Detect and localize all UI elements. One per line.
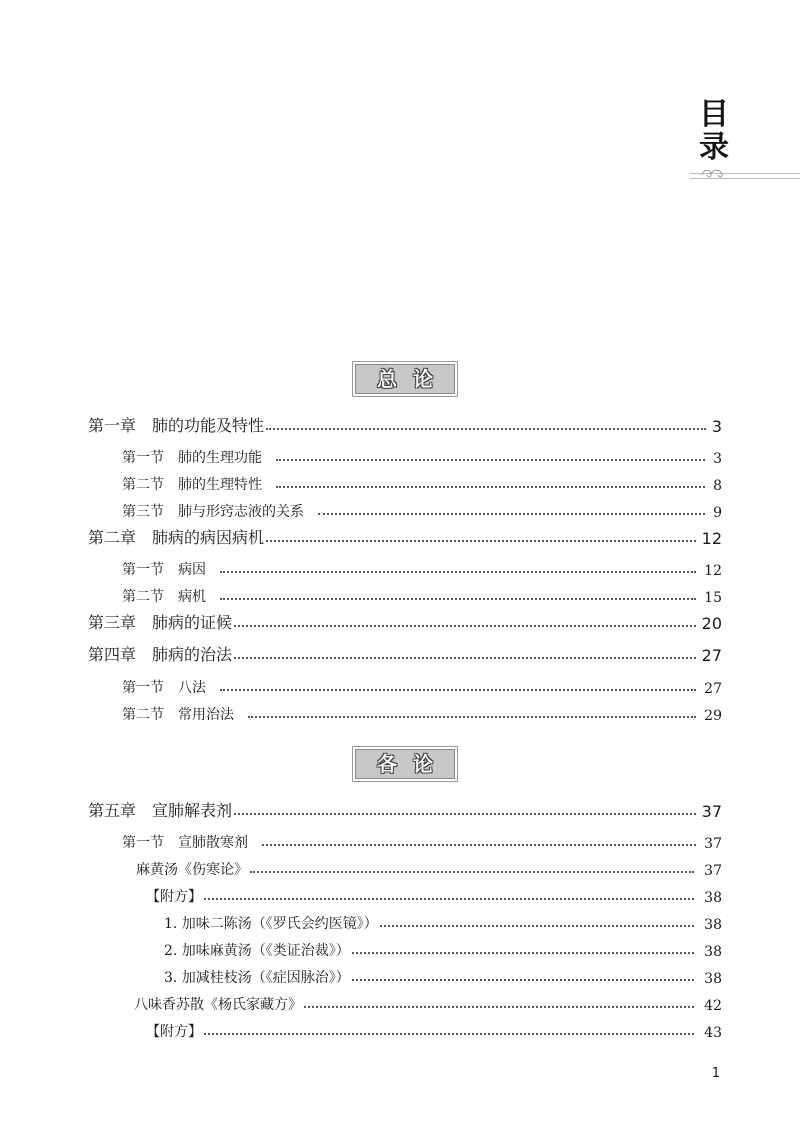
- toc-entry-label: 【附方】: [146, 889, 202, 905]
- toc-entry-page: 38: [704, 917, 722, 933]
- toc-entry-label: 第四章 肺病的治法: [88, 645, 233, 664]
- toc-entry-label: 第一章 肺的功能及特性: [88, 416, 265, 435]
- toc-entry-page: 37: [704, 836, 722, 852]
- toc-entry-label: 第五章 宣肺解表剂: [88, 801, 233, 820]
- toc-entry-page: 38: [704, 971, 722, 987]
- toc-entry-label: 第一节 病因: [122, 562, 206, 578]
- toc-entry[interactable]: [88, 524, 722, 548]
- toc-entry[interactable]: [122, 497, 722, 521]
- toc-entry-label: 2. 加味麻黄汤（《类证治裁》）: [164, 943, 350, 959]
- toc-entry[interactable]: [134, 990, 722, 1014]
- toc-entry-page: 12: [701, 529, 722, 548]
- toc-entry-page: 37: [701, 802, 722, 821]
- toc-entry-page: 38: [704, 890, 722, 906]
- toc-entry[interactable]: [88, 641, 722, 665]
- toc-entry[interactable]: [122, 828, 722, 852]
- leader-dots: [204, 897, 694, 900]
- leader-dots: [266, 539, 696, 542]
- toc-entry-label: 第二节 肺的生理特性: [122, 477, 262, 493]
- toc-entry-page: 8: [713, 478, 722, 494]
- leader-dots: [262, 843, 696, 846]
- leader-dots: [318, 512, 705, 515]
- toc-entry-page: 3: [713, 451, 722, 467]
- toc-entry[interactable]: [122, 443, 722, 467]
- leader-dots: [234, 624, 696, 627]
- toc-entry-page: 29: [704, 708, 722, 724]
- page-number: 1: [711, 1066, 720, 1081]
- toc-entry-label: 1. 加味二陈汤（《罗氏会约医镜》）: [164, 916, 378, 932]
- page-title: [694, 98, 734, 164]
- leader-dots: [352, 951, 694, 954]
- leader-dots: [204, 1032, 694, 1035]
- toc-entry-page: 3: [711, 417, 722, 436]
- toc-entry[interactable]: [136, 855, 722, 879]
- toc-entry[interactable]: [88, 609, 722, 633]
- toc-entry[interactable]: [122, 555, 722, 579]
- toc-entry-label: 八味香苏散《杨氏家藏方》: [134, 997, 302, 1013]
- toc-entry-label: 第二节 常用治法: [122, 707, 234, 723]
- toc-entry[interactable]: [164, 936, 722, 960]
- section-banner-general: 总论: [355, 364, 455, 394]
- section-banner-specific: 各论: [355, 749, 455, 779]
- toc-entry[interactable]: [164, 963, 722, 987]
- toc-entry[interactable]: [122, 582, 722, 606]
- toc-entry-page: 37: [704, 863, 722, 879]
- leader-dots: [276, 485, 705, 488]
- toc-entry-label: 第一节 肺的生理功能: [122, 450, 262, 466]
- toc-entry-page: 43: [704, 1025, 722, 1041]
- toc-entry-label: 麻黄汤《伤寒论》: [136, 862, 248, 878]
- leader-dots: [276, 458, 705, 461]
- leader-dots: [248, 715, 696, 718]
- toc-entry-page: 15: [704, 590, 722, 606]
- page-title-char-2: 录: [699, 130, 729, 165]
- toc-entry-label: 3. 加减桂枝汤（《症因脉治》）: [164, 970, 350, 986]
- toc-entry-label: 第二章 肺病的病因病机: [88, 528, 265, 547]
- toc-entry-label: 第三章 肺病的证候: [88, 613, 233, 632]
- leader-dots: [352, 978, 694, 981]
- toc-entry-page: 27: [704, 681, 722, 697]
- toc-entry-page: 9: [713, 505, 722, 521]
- toc-entry[interactable]: [164, 909, 722, 933]
- toc-entry[interactable]: [146, 1017, 722, 1041]
- toc-entry-label: 第一节 宣肺散寒剂: [122, 835, 248, 851]
- toc-entry[interactable]: [122, 470, 722, 494]
- leader-dots: [304, 1005, 694, 1008]
- toc-entry-page: 20: [701, 614, 722, 633]
- toc-entry[interactable]: [122, 700, 722, 724]
- leader-dots: [220, 688, 696, 691]
- toc-entry-label: 第二节 病机: [122, 589, 206, 605]
- toc-entry-page: 42: [704, 998, 722, 1014]
- page-title-char-1: 目: [699, 97, 729, 132]
- cloud-ornament-icon: [700, 166, 726, 180]
- leader-dots: [250, 870, 694, 873]
- leader-dots: [266, 427, 706, 430]
- leader-dots: [234, 812, 696, 815]
- leader-dots: [220, 597, 696, 600]
- toc-entry-label: 第一节 八法: [122, 680, 206, 696]
- leader-dots: [380, 924, 694, 927]
- toc-entry[interactable]: [88, 797, 722, 821]
- toc-entry-label: 【附方】: [146, 1024, 202, 1040]
- toc-entry[interactable]: [122, 673, 722, 697]
- toc-entry[interactable]: [146, 882, 722, 906]
- toc-entry-label: 第三节 肺与形窍志液的关系: [122, 504, 304, 520]
- leader-dots: [220, 570, 696, 573]
- toc-entry[interactable]: [88, 412, 722, 436]
- leader-dots: [234, 656, 696, 659]
- toc-entry-page: 27: [701, 646, 722, 665]
- toc-entry-page: 12: [704, 563, 722, 579]
- toc-entry-page: 38: [704, 944, 722, 960]
